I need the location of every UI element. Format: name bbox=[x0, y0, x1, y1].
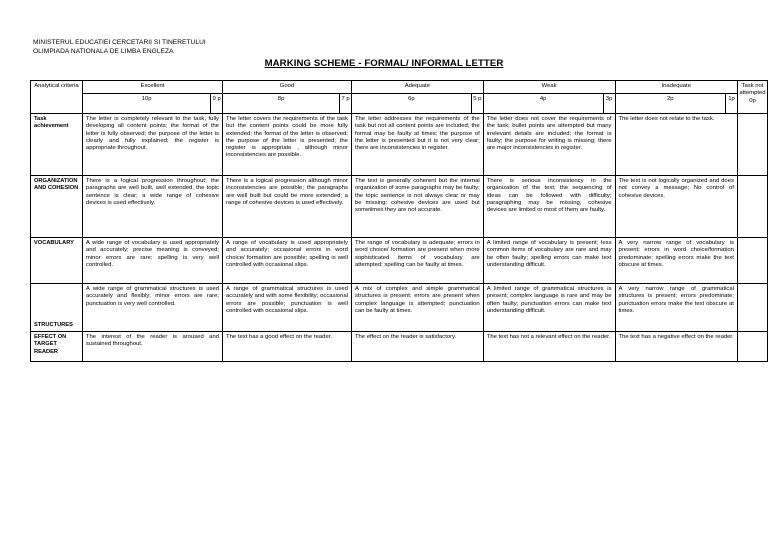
descriptor-adequate: The letter addresses the requirements of the task but not all content points are included; the format may be faulty at times; the purpose of the letter is presented but it is not very clear; there are inconsistencies in register. bbox=[351, 114, 483, 176]
table-row bbox=[31, 114, 768, 176]
descriptor-adequate: The effect on the reader is satisfactory. bbox=[351, 332, 483, 362]
descriptor-inadequate: The text has a negative effect on the reader. bbox=[615, 332, 737, 362]
descriptor-excellent: The interest of the reader is aroused and sustained throughout. bbox=[82, 332, 222, 362]
descriptor-inadequate: The text is not logically organized and does not convey a message; No control of cohesive devices. bbox=[615, 176, 737, 238]
descriptor-weak: There is serious inconsistency in the organization of the text; the sequencing of ideas can be followed with difficulty; paragraphing may be missing; cohesive devices are limited or most of them are faulty. bbox=[483, 176, 615, 238]
criterion-organization-cohesion: ORGANIZATION AND COHESION bbox=[31, 176, 83, 238]
level-inadequate: Inadequate bbox=[615, 81, 737, 94]
ministry-line: MINISTERUL EDUCATIEI CERCETARII SI TINERETULUI bbox=[33, 39, 206, 46]
criterion-structures: STRUCTURES bbox=[31, 284, 83, 332]
descriptor-not-attempted bbox=[737, 114, 767, 176]
descriptor-good: A range of grammatical structures is used accurately and with some flexibility; occasional errors are possible; punctuation is well controlled with occasional slips. bbox=[223, 284, 352, 332]
task-not-attempted: Task not attempted 0p bbox=[737, 81, 767, 114]
table-row bbox=[31, 332, 768, 362]
descriptor-adequate: The range of vocabulary is adequate; errors in word choice/ formation are present when more sophisticated items of vocabulary are attempted; spelling can be faulty at times. bbox=[351, 238, 483, 284]
olympiad-line: OLIMPIADA NATIONALA DE LIMBA ENGLEZA bbox=[33, 47, 174, 55]
descriptor-inadequate: A very narrow range of grammatical structures is present; errors predominate; punctuation errors make the text obscure at times. bbox=[615, 284, 737, 332]
document-header bbox=[33, 39, 206, 56]
descriptor-not-attempted bbox=[737, 284, 767, 332]
descriptor-not-attempted bbox=[737, 176, 767, 238]
descriptor-adequate: A mix of complex and simple grammatical structures is present; errors are present when complex language is attempted; punctuation can be faulty at times. bbox=[351, 284, 483, 332]
points-1: 1p bbox=[726, 94, 738, 114]
document-title: MARKING SCHEME - FORMAL/ INFORMAL LETTER bbox=[264, 58, 504, 69]
criterion-vocabulary: VOCABULARY bbox=[31, 238, 83, 284]
level-weak: Weak bbox=[483, 81, 615, 94]
descriptor-weak: The letter does not cover the requirements of the task; bullet points are attempted but many irrelevant details are included; the format is faulty; the purpose for writing is missing; there are major inconsistencies in register. bbox=[483, 114, 615, 176]
points-7: 7 p bbox=[340, 94, 352, 114]
descriptor-good: The letter covers the requirements of the task but the content points could be more fully extended; the format of the letter is observed; the purpose of the letter is presented; the register is appropriate , although minor inconsistencies are possible. bbox=[223, 114, 352, 176]
level-adequate: Adequate bbox=[351, 81, 483, 94]
descriptor-excellent: A wide range of grammatical structures is used accurately and flexibly; minor errors are rare; punctuation is very well controlled. bbox=[82, 284, 222, 332]
descriptor-excellent: The letter is completely relevant to the task, fully developing all content points; the format of the letter is fully observed; the purpose of the letter is clearly and fully explained; the register is appropriate throughout. bbox=[82, 114, 222, 176]
points-9: 9 p bbox=[211, 94, 223, 114]
descriptor-weak: A limited range of vocabulary is present; less common items of vocabulary are rare and may be often faulty; spelling errors can make text understanding difficult. bbox=[483, 238, 615, 284]
points-10: 10p bbox=[82, 94, 210, 114]
descriptor-weak: A limited range of grammatical structures is present; complex language is rare and may be often faulty; punctuation errors can make text understanding difficult. bbox=[483, 284, 615, 332]
descriptor-good: The text has a good effect on the reader. bbox=[223, 332, 352, 362]
points-3: 3p bbox=[603, 94, 615, 114]
descriptor-inadequate: A very narrow range of vocabulary is present; errors in word choice/formation predominate; spelling errors make the text obscure at times. bbox=[615, 238, 737, 284]
table-row bbox=[31, 238, 768, 284]
points-4: 4p bbox=[483, 94, 603, 114]
descriptor-excellent: There is a logical progression throughout; the paragraphs are well built, well extended, the topic sentence is clear; a wide range of cohesive devices is used effectively. bbox=[82, 176, 222, 238]
points-row bbox=[31, 94, 768, 114]
descriptor-weak: The text has not a relevant effect on the reader. bbox=[483, 332, 615, 362]
descriptor-good: A range of vocabulary is used appropriately and accurately; occasional errors in word choice/ formation are possible; spelling is well controlled with occasional slips. bbox=[223, 238, 352, 284]
criterion-effect-on-reader: EFFECT ON TARGET READER bbox=[31, 332, 83, 362]
marking-scheme-table bbox=[30, 80, 768, 362]
descriptor-not-attempted bbox=[737, 332, 767, 362]
level-header-row bbox=[31, 81, 768, 94]
table-row bbox=[31, 284, 768, 332]
points-8: 8p bbox=[223, 94, 340, 114]
descriptor-excellent: A wide range of vocabulary is used appropriately and accurately; precise meaning is conveyed; minor errors are rare; spelling is very well controlled. bbox=[82, 238, 222, 284]
descriptor-not-attempted bbox=[737, 238, 767, 284]
corner-label: Analytical criteria bbox=[31, 81, 83, 114]
descriptor-adequate: The text is generally coherent but the internal organization of some paragraphs may be faulty; the topic sentence is not always clear or may be missing; cohesive devices are used but sometimes they are not accurate. bbox=[351, 176, 483, 238]
points-5: 5 p bbox=[471, 94, 483, 114]
table-row bbox=[31, 176, 768, 238]
points-6: 6p bbox=[351, 94, 471, 114]
points-2: 2p bbox=[615, 94, 726, 114]
criterion-task-achievement: Task achievement bbox=[31, 114, 83, 176]
level-good: Good bbox=[223, 81, 352, 94]
level-excellent: Excellent bbox=[82, 81, 222, 94]
descriptor-inadequate: The letter does not relate to the task. bbox=[615, 114, 737, 176]
descriptor-good: There is a logical progression although minor inconsistencies are possible; the paragraphs are well built but could be more extended; a range of cohesive devices is used effectively. bbox=[223, 176, 352, 238]
